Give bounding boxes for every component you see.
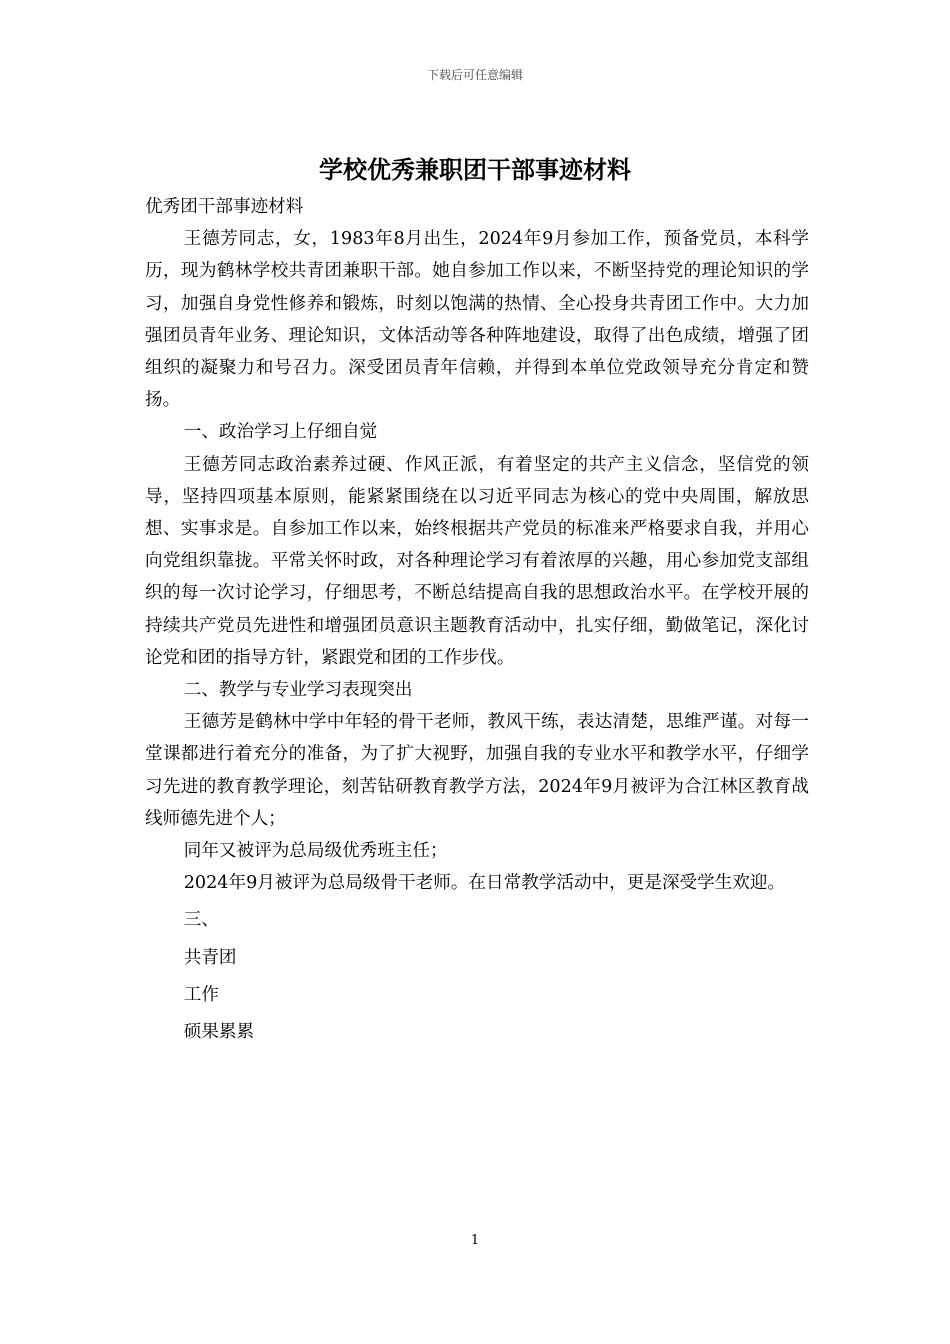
section-paragraph-1: 王德芳同志政治素养过硬、作风正派，有着坚定的共产主义信念，坚信党的领导，坚持四项基本原则，能紧紧围绕在以习近平同志为核心的党中央周围，解放思想、实事求是。自参加工作以来，始终根据共产党员的标准来严格要求自我，并用心向党组织靠拢。平常关怀时政，对各种理论学习有着浓厚的兴趣，用心参加党支部组织的每一次讨论学习，仔细思考，不断总结提高自我的思想政治水平。在学校开展的持续共产党员先进性和增强团员意识主题教育活动中，扎实仔细，勤做笔记，深化讨论党和团的指导方针，紧跟党和团的工作步伐。: [145, 454, 809, 668]
section-heading-3-line-3: 工作: [183, 984, 219, 1005]
header-note: 下载后可任意编辑: [426, 68, 523, 82]
intro-paragraph: 王德芳同志，女，1983年8月出生，2024年9月参加工作，预备党员，本科学历，现为鹤林学校共青团兼职干部。她自参加工作以来，不断坚持党的理论知识的学习，加强自身党性修养和锻炼，时刻以饱满的热情、全心投身共青团工作中。大力加强团员青年业务、理论知识，文体活动等各种阵地建设，取得了出色成绩，增强了团组织的凝聚力和号召力。深受团员青年信赖，并得到本单位党政领导充分肯定和赞扬。: [145, 229, 809, 411]
section-heading-3: 三、: [183, 910, 219, 931]
section-heading-3-line-4: 硕果累累: [183, 1022, 255, 1043]
section-paragraph-2: 王德芳是鹤林中学中年轻的骨干老师，教风干练，表达清楚，思维严谨。对每一堂课都进行着充分的准备，为了扩大视野，加强自我的专业水平和教学水平，仔细学习先进的教育教学理论，刻苦钻研教育教学方法，2024年9月被评为合江林区教育战线师德先进个人；: [145, 712, 809, 829]
document-title: 学校优秀兼职团干部事迹材料: [319, 155, 631, 184]
section-heading-3-line-2: 共青团: [183, 947, 237, 968]
section-heading-2: 二、教学与专业学习表现突出: [183, 680, 413, 701]
subtitle-paragraph: 优秀团干部事迹材料: [145, 197, 304, 217]
section-paragraph-2b: 同年又被评为总局级优秀班主任；: [183, 841, 448, 862]
document-body: [145, 191, 809, 1048]
section-heading-1: 一、政治学习上仔细自觉: [183, 422, 378, 443]
page-number: 1: [470, 1233, 480, 1248]
section-paragraph-2c: 2024年9月被评为总局级骨干老师。在日常教学活动中，更是深受学生欢迎。: [183, 873, 786, 894]
